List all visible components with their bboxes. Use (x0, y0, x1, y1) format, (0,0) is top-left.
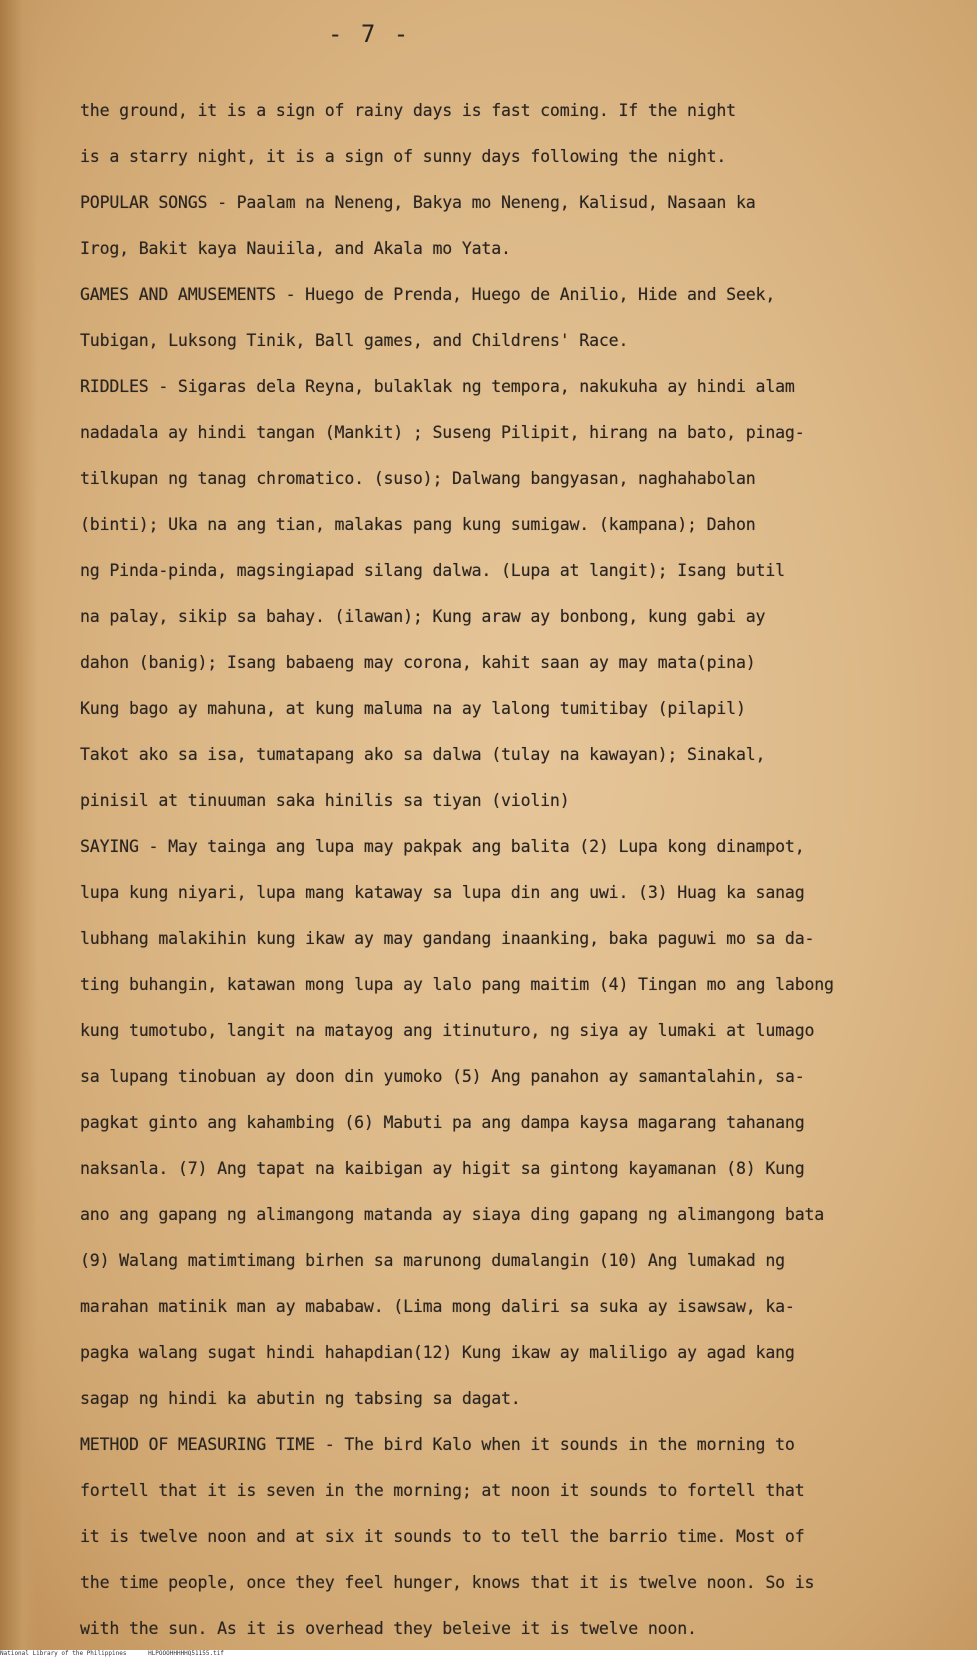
text-line: with the sun. As it is overhead they beleive it is twelve noon. (80, 1619, 697, 1638)
text-line: sagap ng hindi ka abutin ng tabsing sa dagat. (80, 1389, 521, 1408)
text-line: kung tumotubo, langit na matayog ang itinuturo, ng siya ay lumaki at lumago (80, 1021, 815, 1040)
text-line: sa lupang tinobuan ay doon din yumoko (5) Ang panahon ay samantalahin, sa- (80, 1067, 805, 1086)
text-line: (binti); Uka na ang tian, malakas pang kung sumigaw. (kampana); Dahon (80, 515, 756, 534)
text-line: METHOD OF MEASURING TIME - The bird Kalo when it sounds in the morning to (80, 1435, 795, 1454)
text-line: na palay, sikip sa bahay. (ilawan); Kung araw ay bonbong, kung gabi ay (80, 607, 766, 626)
text-line: GAMES AND AMUSEMENTS - Huego de Prenda, Huego de Anilio, Hide and Seek, (80, 285, 776, 304)
text-line: Kung bago ay mahuna, at kung maluma na ay lalong tumitibay (pilapil) (80, 699, 746, 718)
text-line: pagka walang sugat hindi hahapdian(12) Kung ikaw ay maliligo ay agad kang (80, 1343, 795, 1362)
text-line: tilkupan ng tanag chromatico. (suso); Dalwang bangyasan, naghahabolan (80, 469, 756, 488)
text-line: ano ang gapang ng alimangong matanda ay siaya ding gapang ng alimangong bata (80, 1205, 825, 1224)
footer-file-name: HLPOOOHHHHHQ51155.tif (148, 1650, 224, 1657)
footer-library-label: National Library of the Philippines (0, 1650, 127, 1657)
text-line: ng Pinda-pinda, magsingiapad silang dalwa. (Lupa at langit); Isang butil (80, 561, 785, 580)
text-line: RIDDLES - Sigaras dela Reyna, bulaklak ng tempora, nakukuha ay hindi alam (80, 377, 795, 396)
text-line: pinisil at tinuuman saka hinilis sa tiyan (violin) (80, 791, 570, 810)
text-line: Takot ako sa isa, tumatapang ako sa dalwa (tulay na kawayan); Sinakal, (80, 745, 766, 764)
text-line: it is twelve noon and at six it sounds to to tell the barrio time. Most of (80, 1527, 805, 1546)
text-line: lupa kung niyari, lupa mang kataway sa lupa din ang uwi. (3) Huag ka sanag (80, 883, 805, 902)
text-line: (9) Walang matimtimang birhen sa marunong dumalangin (10) Ang lumakad ng (80, 1251, 785, 1270)
text-line: lubhang malakihin kung ikaw ay may gandang inaanking, baka paguwi mo sa da- (80, 929, 815, 948)
text-line: is a starry night, it is a sign of sunny days following the night. (80, 147, 727, 166)
text-line: ting buhangin, katawan mong lupa ay lalo pang maitim (4) Tingan mo ang labong (80, 975, 834, 994)
typewritten-text-block (80, 88, 960, 1650)
text-line: the ground, it is a sign of rainy days is fast coming. If the night (80, 101, 736, 120)
text-line: Tubigan, Luksong Tinik, Ball games, and Childrens' Race. (80, 331, 629, 350)
text-line: marahan matinik man ay mababaw. (Lima mong daliri sa suka ay isawsaw, ka- (80, 1297, 795, 1316)
text-line: SAYING - May tainga ang lupa may pakpak ang balita (2) Lupa kong dinampot, (80, 837, 805, 856)
scan-footer (0, 1650, 977, 1658)
page-number: - 7 - (328, 20, 411, 48)
text-line: Irog, Bakit kaya Nauiila, and Akala mo Yata. (80, 239, 511, 258)
text-line: POPULAR SONGS - Paalam na Neneng, Bakya mo Neneng, Kalisud, Nasaan ka (80, 193, 756, 212)
text-line: dahon (banig); Isang babaeng may corona, kahit saan ay may mata(pina) (80, 653, 756, 672)
text-line: the time people, once they feel hunger, knows that it is twelve noon. So is (80, 1573, 815, 1592)
text-line: naksanla. (7) Ang tapat na kaibigan ay higit sa gintong kayamanan (8) Kung (80, 1159, 805, 1178)
text-line: pagkat ginto ang kahambing (6) Mabuti pa ang dampa kaysa magarang tahanang (80, 1113, 805, 1132)
text-line: nadadala ay hindi tangan (Mankit) ; Suseng Pilipit, hirang na bato, pinag- (80, 423, 805, 442)
text-line: fortell that it is seven in the morning; at noon it sounds to fortell that (80, 1481, 805, 1500)
